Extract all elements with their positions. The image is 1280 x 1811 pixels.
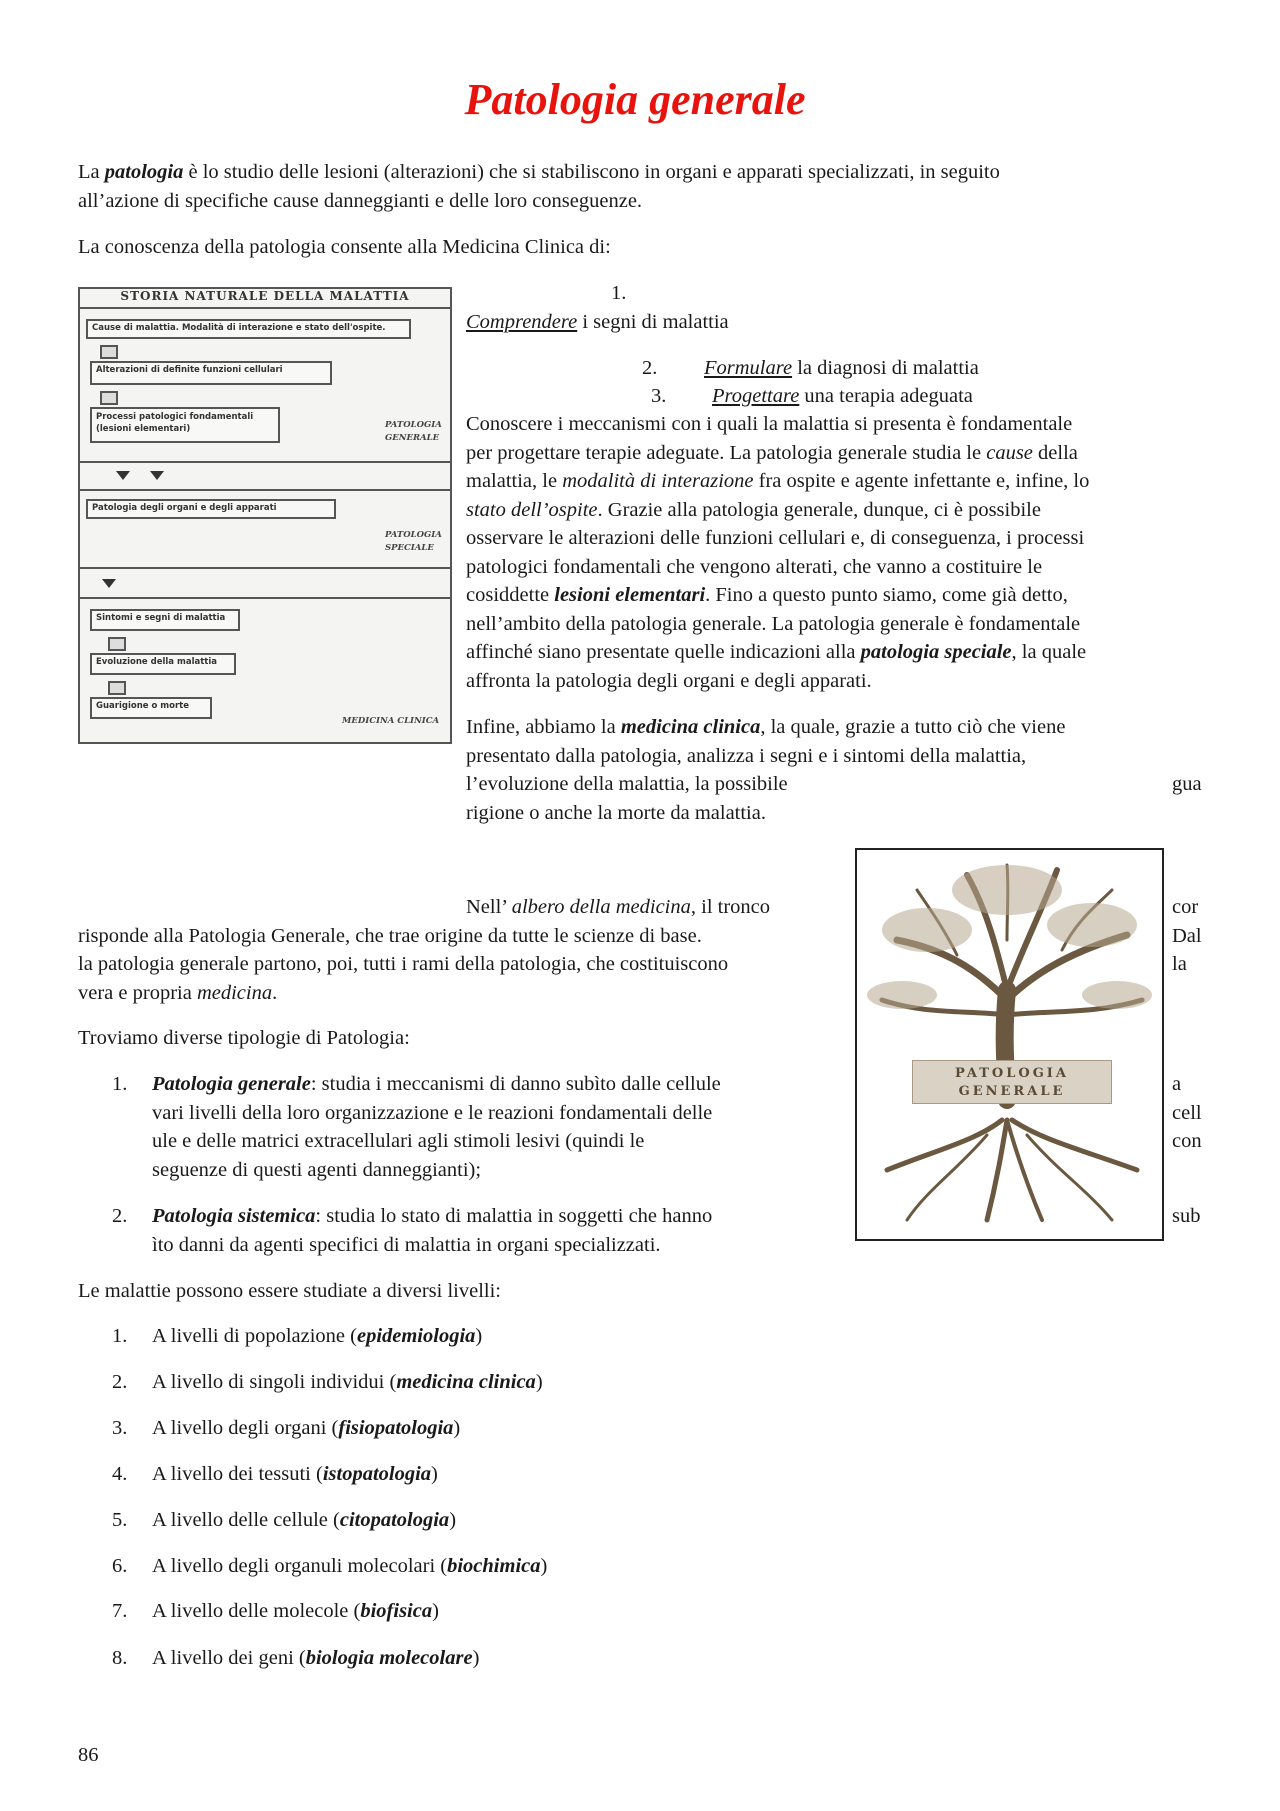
level-term: biofisica — [360, 1600, 433, 1622]
arrow-down-icon — [102, 579, 116, 588]
term-cause: cause — [986, 441, 1033, 464]
goal-item-1 — [466, 308, 729, 337]
paragraph-text: . Grazie alla patologia generale, dunque, ci è possibile — [597, 498, 1041, 521]
diagram-side-text: SPECIALE — [385, 543, 434, 553]
level-text: ) — [472, 1647, 480, 1669]
paragraph-text: per progettare terapie adeguate. La patologia generale studia le — [466, 441, 987, 464]
label-patologia-speciale — [385, 529, 442, 555]
natural-history-diagram — [78, 287, 452, 744]
paragraph-line: ule e delle matrici extracellulari agli stimoli lesivi (quindi le — [152, 1130, 645, 1152]
diagram-box-organs: Patologia degli organi e degli apparati — [86, 499, 336, 519]
label-medicina-clinica: MEDICINA CLINICA — [342, 716, 440, 726]
level-text: A livello delle molecole ( — [152, 1600, 361, 1622]
goal-item-2 — [704, 354, 979, 383]
plate-text: GENERALE — [958, 1084, 1066, 1099]
level-text: ) — [540, 1555, 548, 1577]
list-number: 2. — [112, 1205, 128, 1227]
level-text: ) — [449, 1509, 457, 1531]
term-medicina: medicina — [196, 982, 273, 1004]
paragraph-text: : studia i meccanismi di danno subìto dalle cellule — [310, 1073, 721, 1095]
level-text: ) — [431, 1463, 438, 1485]
term-stato-ospite: stato dell’ospite — [466, 498, 598, 521]
type-item-2 — [152, 1202, 712, 1231]
goal-text: la diagnosi di malattia — [792, 357, 979, 379]
paragraph-text: Infine, abbiamo la — [466, 716, 621, 738]
list-number: 3. — [112, 1417, 128, 1439]
computer-icon — [100, 391, 118, 405]
list-number: 6. — [112, 1555, 128, 1577]
diagram-side-text: PATOLOGIA — [385, 530, 442, 540]
paragraph-text: , la quale — [1011, 641, 1087, 663]
term-albero: albero della medicina — [511, 896, 691, 918]
diagram-box-text: (lesioni elementari) — [96, 424, 191, 434]
level-term: citopatologia — [339, 1509, 450, 1531]
diagram-header: STORIA NATURALE DELLA MALATTIA — [120, 289, 410, 303]
paragraph-line: Conoscere i meccanismi con i quali la malattia si presenta è fondamentale — [466, 413, 1073, 435]
intro-text: La — [78, 161, 105, 183]
paragraph-line: seguenze di questi agenti danneggianti); — [152, 1159, 482, 1181]
paragraph-text: , la quale, grazie a tutto ciò che viene — [760, 716, 1066, 738]
divider — [80, 489, 450, 491]
goal-text: i segni di malattia — [577, 311, 729, 333]
diagram-side-text: PATOLOGIA — [385, 420, 442, 430]
paragraph-line: nell’ambito della patologia generale. La patologia generale è fondamentale — [466, 612, 1081, 635]
goal-verb: Formulare — [704, 357, 793, 379]
level-item — [152, 1414, 460, 1443]
types-intro: Troviamo diverse tipologie di Patologia: — [78, 1027, 410, 1049]
level-term: medicina clinica — [396, 1371, 536, 1393]
paragraph-text: cosiddette — [466, 584, 555, 606]
level-text: A livello delle cellule ( — [152, 1509, 340, 1531]
label-patologia-generale — [385, 419, 442, 445]
divider — [80, 461, 450, 463]
level-item — [152, 1506, 456, 1535]
paragraph-line: presentato dalla patologia, analizza i segni e i sintomi della malattia, — [466, 744, 1027, 767]
paragraph-line: patologici fondamentali che vengono alterati, che vanno a costituire le — [466, 555, 1043, 578]
paragraph-text: : studia lo stato di malattia in soggetti che hanno — [315, 1205, 713, 1227]
level-item — [152, 1644, 479, 1673]
list-number: 7. — [112, 1600, 128, 1622]
arrow-down-icon — [150, 471, 164, 480]
paragraph-line — [78, 979, 277, 1008]
paragraph-text: malattia, le — [466, 470, 563, 492]
level-text: A livello di singoli individui ( — [152, 1371, 397, 1393]
level-item — [152, 1322, 482, 1351]
tree-paragraph-start — [466, 893, 770, 922]
level-term: biologia molecolare — [305, 1647, 473, 1669]
paragraph-text: , il tronco — [690, 896, 771, 918]
term-patologia: patologia — [104, 161, 184, 183]
diagram-box-text: Processi patologici fondamentali — [96, 412, 254, 422]
level-text: ) — [432, 1600, 439, 1622]
goal-verb: Progettare — [712, 385, 800, 407]
intro-text: all’azione di specifiche cause danneggianti e delle loro conseguenze. — [78, 189, 643, 212]
goal-number: 1. — [611, 282, 627, 304]
paragraph-line: vari livelli della loro organizzazione e le reazioni fondamentali delle — [152, 1102, 713, 1124]
intro-paragraph — [78, 158, 1178, 215]
level-item — [152, 1460, 438, 1489]
paragraph-line: affronta la patologia degli organi e degli apparati. — [466, 669, 872, 692]
goal-number: 3. — [651, 385, 667, 407]
plate-text: PATOLOGIA — [955, 1066, 1069, 1081]
divider — [80, 567, 450, 569]
tree-plate — [912, 1060, 1112, 1104]
level-term: biochimica — [447, 1555, 541, 1577]
term-medicina-clinica: medicina clinica — [620, 716, 761, 738]
mechanisms-paragraph — [466, 410, 1206, 695]
diagram-box-symptoms: Sintomi e segni di malattia — [90, 609, 240, 631]
diagram-box-processes — [90, 407, 280, 443]
divider — [80, 307, 450, 309]
term-lesioni-elementari: lesioni elementari — [554, 584, 706, 606]
tree-illustration — [857, 850, 1162, 1239]
goal-item-3 — [712, 382, 973, 411]
arrow-down-icon — [116, 471, 130, 480]
level-text: ) — [535, 1371, 543, 1393]
paragraph-text: vera e propria — [78, 982, 197, 1004]
list-number: 1. — [112, 1073, 128, 1095]
term-patologia-speciale: patologia speciale — [860, 641, 1012, 663]
clinical-paragraph — [466, 713, 1206, 827]
levels-intro: Le malattie possono essere studiate a diversi livelli: — [78, 1280, 501, 1302]
wrapped-fragment: cor — [1172, 896, 1199, 918]
list-number: 8. — [112, 1647, 128, 1669]
paragraph-text: l’evoluzione della malattia, la possibile — [466, 773, 788, 795]
medicine-tree-image — [855, 848, 1164, 1241]
page-title: Patologia generale — [464, 75, 806, 124]
wrapped-fragment: Dal — [1172, 925, 1202, 947]
diagram-box-alterations: Alterazioni di definite funzioni cellulari — [90, 361, 332, 385]
paragraph-line: rigione o anche la morte da malattia. — [466, 801, 766, 824]
wrapped-fragment: con — [1172, 1130, 1202, 1152]
paragraph-line: la patologia generale partono, poi, tutti i rami della patologia, che costituiscono — [78, 953, 729, 975]
wrapped-fragment: la — [1172, 953, 1187, 975]
paragraph-text: affinché siano presentate quelle indicazioni alla — [466, 641, 861, 663]
wrapped-fragment: sub — [1172, 1205, 1201, 1227]
computer-icon — [108, 637, 126, 651]
level-term: epidemiologia — [356, 1325, 476, 1347]
list-number: 1. — [112, 1325, 128, 1347]
wrapped-fragment: a — [1172, 1073, 1182, 1095]
wrapped-fragment: cell — [1172, 1102, 1202, 1124]
goal-verb: Comprendere — [466, 311, 578, 333]
list-number: 2. — [112, 1371, 128, 1393]
type-item-1 — [152, 1070, 721, 1099]
term-patologia-generale: Patologia generale — [152, 1073, 311, 1095]
level-term: fisiopatologia — [338, 1417, 454, 1439]
list-number: 5. — [112, 1509, 128, 1531]
intro-paragraph-2: La conoscenza della patologia consente alla Medicina Clinica di: — [78, 236, 611, 258]
level-item — [152, 1368, 543, 1397]
diagram-side-text: GENERALE — [385, 433, 440, 443]
divider — [80, 597, 450, 599]
list-number: 4. — [112, 1463, 128, 1485]
term-patologia-sistemica: Patologia sistemica — [152, 1205, 316, 1227]
goal-number: 2. — [642, 357, 658, 379]
term-modalita: modalità di interazione — [562, 470, 754, 492]
level-text: A livello dei tessuti ( — [152, 1463, 323, 1485]
page-number: 86 — [78, 1744, 99, 1766]
paragraph-text: . Fino a questo punto siamo, come già detto, — [705, 584, 1068, 606]
paragraph-text: . — [272, 982, 278, 1004]
diagram-box-outcome: Guarigione o morte — [90, 697, 212, 719]
level-text: ) — [475, 1325, 483, 1347]
diagram-box-evolution: Evoluzione della malattia — [90, 653, 236, 675]
level-term: istopatologia — [322, 1463, 432, 1485]
paragraph-line: osservare le alterazioni delle funzioni cellulari e, di conseguenza, i processi — [466, 527, 1085, 549]
computer-icon — [108, 681, 126, 695]
level-item — [152, 1552, 547, 1581]
paragraph-text: gua — [1172, 773, 1202, 795]
level-text: ) — [453, 1417, 461, 1439]
computer-icon — [100, 345, 118, 359]
intro-text: è lo studio delle lesioni (alterazioni) che si stabiliscono in organi e apparati specializzati, in seguito — [183, 161, 1000, 183]
paragraph-text: Nell’ — [466, 896, 512, 918]
paragraph-line: risponde alla Patologia Generale, che trae origine da tutte le scienze di base. — [78, 925, 702, 947]
paragraph-line: ìto danni da agenti specifici di malattia in organi specializzati. — [152, 1234, 661, 1256]
level-text: A livello dei geni ( — [152, 1647, 306, 1669]
level-text: A livello degli organi ( — [152, 1417, 339, 1439]
diagram-box-causes: Cause di malattia. Modalità di interazione e stato dell'ospite. — [86, 319, 411, 339]
level-item — [152, 1597, 439, 1626]
goal-text: una terapia adeguata — [799, 385, 973, 407]
level-text: A livello degli organuli molecolari ( — [152, 1555, 448, 1577]
level-text: A livelli di popolazione ( — [152, 1325, 357, 1347]
paragraph-text: della — [1032, 441, 1078, 464]
paragraph-text: fra ospite e agente infettante e, infine, lo — [753, 470, 1090, 492]
